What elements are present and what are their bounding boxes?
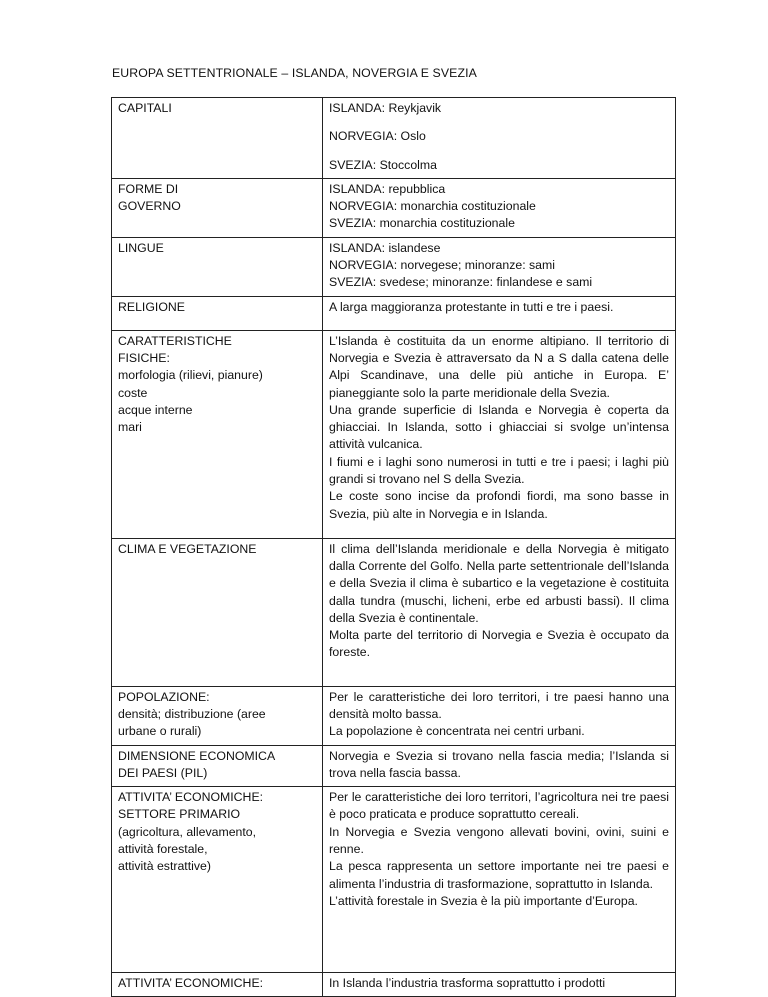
row-content-cell [323,745,676,787]
row-label-cell [112,538,323,686]
paragraph: Norvegia e Svezia si trovano nella fascia media; l’Islanda si trova nella fascia bassa. [329,748,669,780]
table-row-lingue [112,237,676,296]
row-label: SETTORE PRIMARIO [118,807,241,822]
paragraph: Il clima dell’Islanda meridionale e della Norvegia è mitigato dalla Corrente del Golfo. Nella parte settentrionale dell’Islanda e della Svezia il clima è subartico e la vegetazione è costituita dalla tundra (muschi, licheni, erbe ed arbusti bassi). Il clima della Svezia è continentale. [329,541,669,625]
paragraph: In Norvegia e Svezia vengono allevati bovini, ovini, suini e renne. [329,824,669,857]
row-label-cell [112,787,323,973]
paragraph: Le coste sono incise da profondi fiordi, ma sono basse in Svezia, più alte in Norvegia e in Islanda. [329,489,669,521]
row-label: DIMENSIONE ECONOMICA [118,748,276,763]
row-label: (agricoltura, allevamento, [118,824,257,839]
row-label-cell [112,296,323,330]
row-label: coste [118,385,148,400]
language-iceland: ISLANDA: islandese [329,240,441,255]
capital-norway: NORVEGIA: Oslo [329,129,426,144]
row-content-cell [323,98,676,179]
row-label: attività estrattive) [118,859,211,874]
paragraph: Per le caratteristiche dei loro territori, l’agricoltura nei tre paesi è poco praticata e produce soprattutto cereali. [329,790,669,822]
table-row-dimensione-economica [112,745,676,787]
paragraph: Una grande superficie di Islanda e Norvegia è coperta da ghiacciai. In Islanda, sotto i ghiacciai si svolge un’intensa attività vulcanica. [329,402,669,452]
paragraph: L’Islanda è costituita da un enorme altipiano. Il territorio di Norvegia e Svezia è attraversato da N a S dalla catena delle Alpi Scandinave, una delle più antiche in Europa. E’ pianeggiante solo la parte meridionale della Svezia. [329,333,669,400]
row-label-cell [112,237,323,296]
row-content-cell [323,973,676,997]
row-label-cell [112,98,323,179]
row-label: mari [118,420,142,435]
row-label: ATTIVITA’ ECONOMICHE: [118,976,264,991]
table-row-capitali [112,98,676,179]
government-norway: NORVEGIA: monarchia costituzionale [329,199,536,214]
government-sweden: SVEZIA: monarchia costituzionale [329,216,515,231]
row-label: GOVERNO [118,199,181,214]
summary-table [111,97,676,997]
row-label: LINGUE [118,240,164,255]
row-content-cell [323,538,676,686]
paragraph: La popolazione è concentrata nei centri urbani. [329,724,585,739]
government-iceland: ISLANDA: repubblica [329,181,446,196]
row-label: morfologia (rilievi, pianure) [118,368,263,383]
row-label: acque interne [118,402,193,417]
row-label: RELIGIONE [118,299,185,314]
table-row-attivita-economiche [112,973,676,997]
paragraph: La pesca rappresenta un settore importante nei tre paesi e alimenta l’industria di trasformazione, soprattutto in Islanda. [329,859,669,891]
row-label: attività forestale, [118,842,208,857]
paragraph: Molta parte del territorio di Norvegia e Svezia è occupato da foreste. [329,628,669,660]
table-row-religione [112,296,676,330]
capital-iceland: ISLANDA: Reykjavik [329,101,442,115]
table-row-settore-primario [112,787,676,973]
row-label-cell [112,686,323,745]
row-label-cell [112,330,323,538]
table-row-clima-vegetazione [112,538,676,686]
language-norway: NORVEGIA: norvegese; minoranze: sami [329,258,555,273]
paragraph: Per le caratteristiche dei loro territori, i tre paesi hanno una densità molto bassa. [329,689,669,721]
table-row-forme-di-governo [112,178,676,237]
row-content-cell [323,178,676,237]
language-sweden: SVEZIA: svedese; minoranze: finlandese e sami [329,275,593,290]
table-row-caratteristiche-fisiche [112,330,676,538]
row-content-cell [323,787,676,973]
paragraph: I fiumi e i laghi sono numerosi in tutti e tre i paesi; i laghi più grandi si trovano nel S della Svezia. [329,454,669,487]
row-label-cell [112,745,323,787]
row-label: FISICHE: [118,350,170,365]
row-content-cell [323,330,676,538]
row-label: urbane o rurali) [118,724,202,739]
row-label: CLIMA E VEGETAZIONE [118,541,257,556]
paragraph: L’attività forestale in Svezia è la più importante d’Europa. [329,893,638,908]
capital-sweden: SVEZIA: Stoccolma [329,157,437,172]
row-content-cell [323,296,676,330]
row-label-cell [112,973,323,997]
row-label: CARATTERISTICHE [118,333,232,348]
table-row-popolazione [112,686,676,745]
religion-text: A larga maggioranza protestante in tutti e tre i paesi. [329,299,614,314]
document-title: EUROPA SETTENTRIONALE – ISLANDA, NOVERGIA E SVEZIA [112,66,477,80]
row-label: densità; distribuzione (aree [118,706,266,721]
row-label-cell [112,178,323,237]
row-content-cell [323,686,676,745]
row-label: CAPITALI [118,101,172,115]
row-label: FORME DI [118,181,179,196]
row-label: POPOLAZIONE: [118,689,210,704]
row-content-cell [323,237,676,296]
row-label: DEI PAESI (PIL) [118,765,208,780]
row-label: ATTIVITA’ ECONOMICHE: [118,790,264,805]
paragraph: In Islanda l’industria trasforma soprattutto i prodotti [329,976,606,991]
